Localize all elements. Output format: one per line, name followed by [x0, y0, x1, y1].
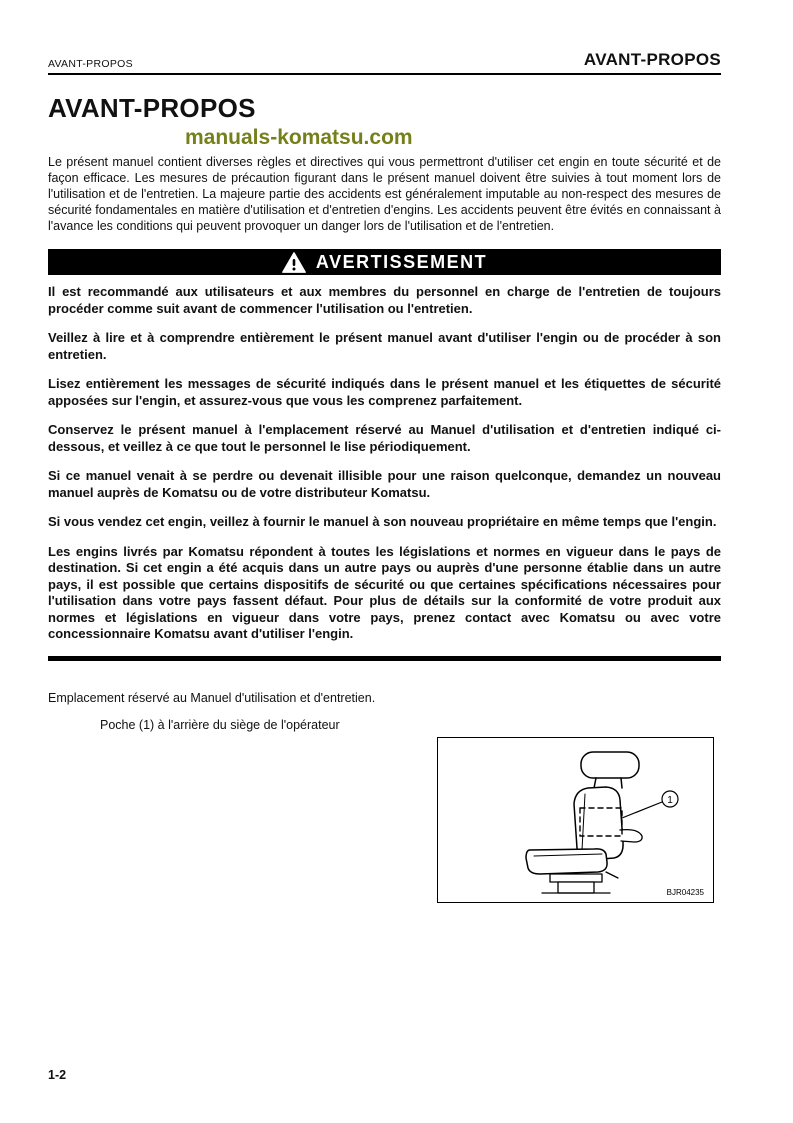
warning-paragraph: Si vous vendez cet engin, veillez à fournir le manuel à son nouveau propriétaire en même temps que l'engin. [48, 514, 717, 529]
watermark-text: manuals-komatsu.com [185, 126, 413, 149]
section-end-rule [48, 656, 721, 661]
warning-title: AVERTISSEMENT [315, 251, 488, 272]
running-header [48, 50, 721, 75]
warning-paragraph: Veillez à lire et à comprendre entièrement le présent manuel avant d'utiliser l'engin ou de procéder à son entretien. [48, 330, 721, 362]
operator-seat-illustration [438, 738, 713, 902]
figure-callout-1: 1 [667, 795, 673, 806]
warning-paragraph: Si ce manuel venait à se perdre ou devenait illisible pour une raison quelconque, demandez un nouveau manuel auprès de Komatsu ou de votre distributeur Komatsu. [48, 468, 721, 500]
warning-paragraph: Lisez entièrement les messages de sécurité indiqués dans le présent manuel et les étiquettes de sécurité apposées sur l'engin, et assurez-vous que vous les comprenez parfaitement. [48, 376, 721, 408]
warning-triangle-icon [282, 252, 306, 273]
warning-banner [48, 249, 721, 275]
pocket-note: Poche (1) à l'arrière du siège de l'opérateur [100, 717, 340, 732]
header-right-title: AVANT-PROPOS [583, 50, 721, 69]
warning-paragraph: Les engins livrés par Komatsu répondent à toutes les législations et normes en vigueur dans le pays de destination. Si cet engin a été acquis dans un autre pays ou auprès d'une personne établie dans un autre pays, il est possible que certains dispositifs de sécurité ou que certaines spécifications nécessaires pour l'utilisation dans votre pays fassent défaut. Pour plus de détails sur la conformité de votre produit aux normes et législations en vigueur dans votre pays, prenez contact avec Komatsu ou avec votre concessionnaire Komatsu avant d'utiliser l'engin. [48, 543, 721, 641]
intro-paragraph: Le présent manuel contient diverses règles et directives qui vous permettront d'utiliser cet engin en toute sécurité et de façon efficace. Les mesures de précaution figurant dans le présent manuel doivent être suivies à tout moment lors de l'utilisation et de l'entretien. La majeure partie des accidents est généralement imputable au non-respect des mesures de sécurité fondamentales en matière d'utilisation et d'entretien d'engins. Les accidents peuvent être évités en connaissant à l'avance les conditions qui peuvent provoquer un danger lors de l'utilisation et de l'entretien. [48, 155, 721, 233]
warning-paragraph: Conservez le présent manuel à l'emplacement réservé au Manuel d'utilisation et d'entretien indiqué ci-dessous, et veillez à ce que tout le personnel le lise périodiquement. [48, 422, 721, 454]
figure-code: BJR04235 [666, 888, 704, 897]
header-left-title: AVANT-PROPOS [48, 58, 133, 70]
manual-location-note: Emplacement réservé au Manuel d'utilisation et d'entretien. [48, 690, 376, 705]
page-number: 1-2 [48, 1068, 67, 1082]
seat-figure [437, 737, 714, 903]
warning-body [48, 284, 721, 643]
page-title: AVANT-PROPOS [48, 93, 256, 123]
warning-paragraph: Il est recommandé aux utilisateurs et aux membres du personnel en charge de l'entretien de toujours procéder comme suit avant de commencer l'utilisation ou l'entretien. [48, 284, 721, 316]
